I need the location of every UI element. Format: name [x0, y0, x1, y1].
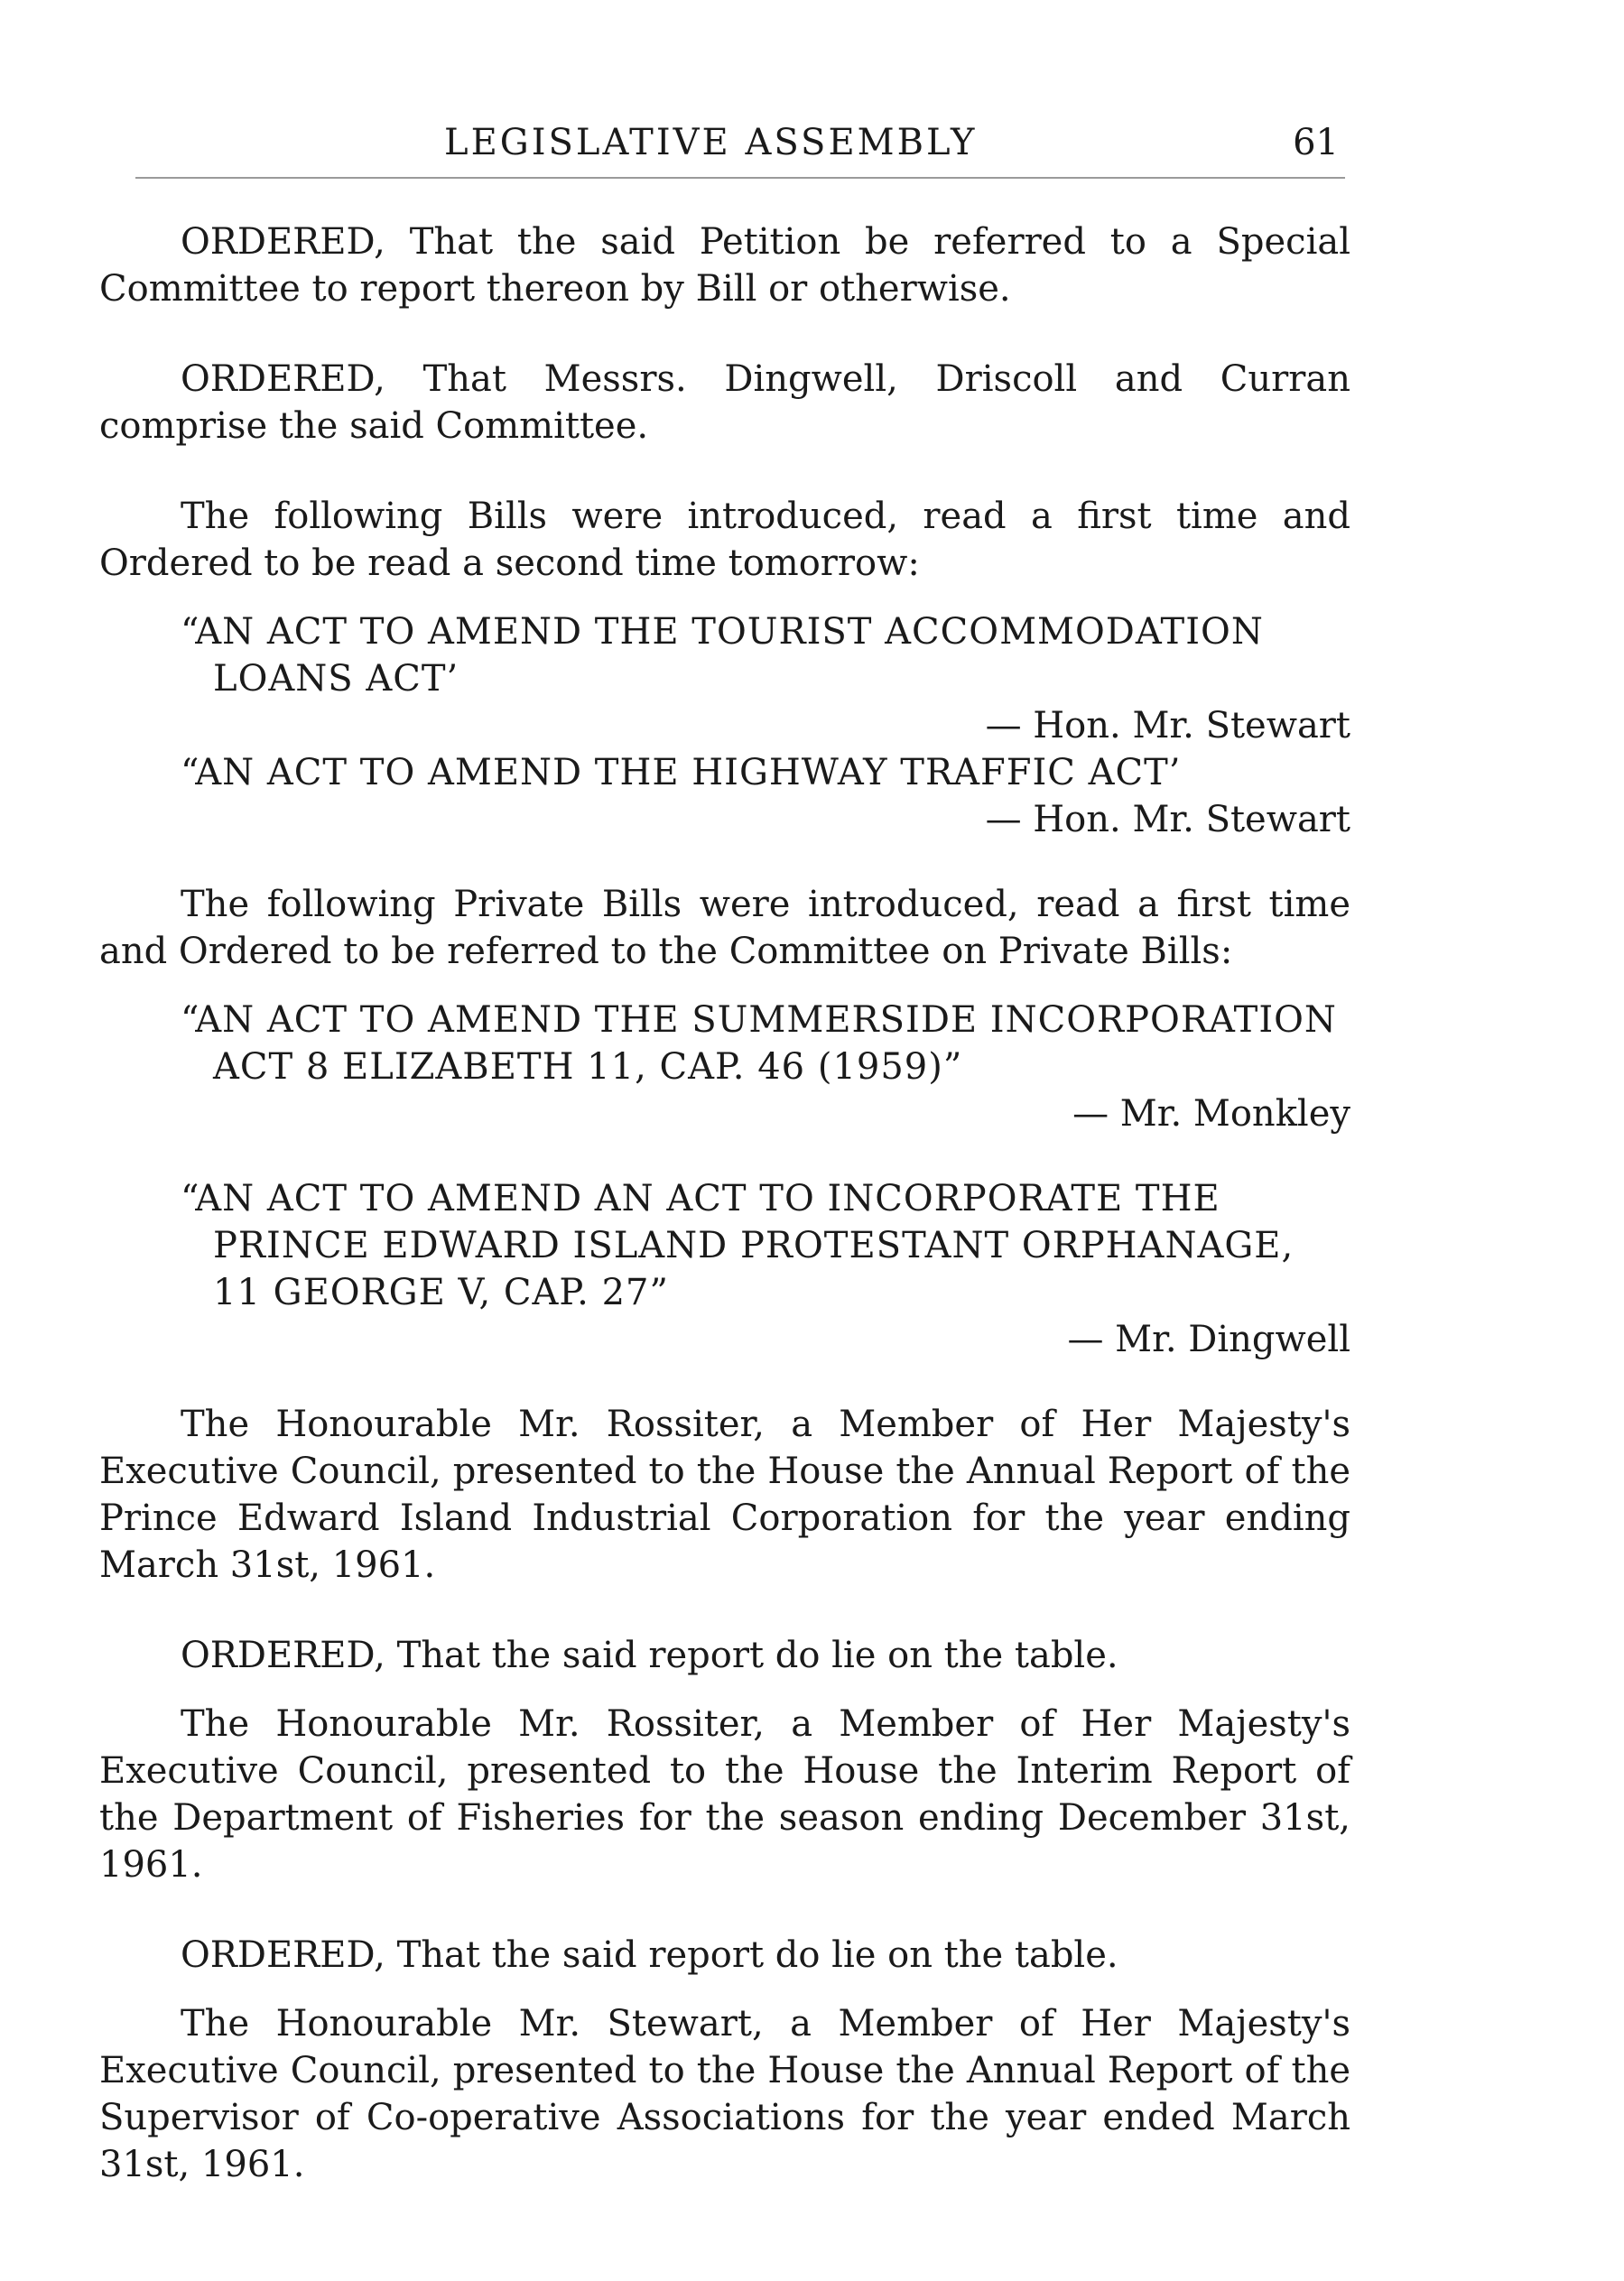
bill-title: “AN ACT TO AMEND THE SUMMERSIDE INCORPORATION ACT 8 ELIZABETH 11, CAP. 46 (1959)”: [181, 999, 1337, 1088]
bill-title: “AN ACT TO AMEND THE HIGHWAY TRAFFIC ACT’: [181, 752, 1182, 793]
paragraph-industrial-corporation-report: The Honourable Mr. Rossiter, a Member of Her Majesty's Executive Council, presented to the House the Annual Report of the Prince Edward Island Industrial Corporation for the year ending March 31st, 1961.: [99, 1404, 1350, 1586]
paragraph-cooperative-report: The Honourable Mr. Stewart, a Member of Her Majesty's Executive Council, presented to the House the Annual Report of the Supervisor of Co-operative Associations for the year ended March 31st, 1961.: [99, 2003, 1350, 2185]
bill-sponsor: — Hon. Mr. Stewart: [985, 799, 1350, 840]
bill-entry: [181, 608, 1350, 749]
bill-title: “AN ACT TO AMEND THE TOURIST ACCOMMODATION LOANS ACT’: [181, 611, 1264, 700]
bill-sponsor: — Hon. Mr. Stewart: [985, 705, 1350, 746]
bill-entry: [181, 997, 1350, 1137]
bill-sponsor: — Mr. Monkley: [1072, 1093, 1350, 1135]
page-body: [99, 218, 1350, 2231]
paragraph-report-on-table: ORDERED, That the said report do lie on the table.: [181, 1635, 1118, 1676]
private-bill-list: [99, 997, 1350, 1363]
page-number: 61: [1293, 122, 1339, 163]
bill-sponsor: — Mr. Dingwell: [1067, 1319, 1350, 1360]
running-title: LEGISLATIVE ASSEMBLY: [444, 122, 978, 163]
bill-title: “AN ACT TO AMEND AN ACT TO INCORPORATE THE PRINCE EDWARD ISLAND PROTESTANT ORPHANAGE, 11 GEORGE V, CAP. 27”: [181, 1178, 1295, 1313]
paragraph-report-on-table: ORDERED, That the said report do lie on the table.: [181, 1934, 1118, 1976]
bill-entry: [181, 749, 1350, 843]
bill-entry: [181, 1175, 1350, 1363]
public-bill-list: [99, 608, 1350, 843]
header-rule: [135, 177, 1345, 179]
paragraph-fisheries-report: The Honourable Mr. Rossiter, a Member of Her Majesty's Executive Council, presented to the House the Interim Report of the Department of Fisheries for the season ending December 31st, 1961.: [99, 1703, 1350, 1886]
paragraph-committee-members: ORDERED, That Messrs. Dingwell, Driscoll and Curran comprise the said Committee.: [99, 358, 1350, 447]
paragraph-bills-introduced: The following Bills were introduced, read a first time and Ordered to be read a second time tomorrow:: [99, 496, 1350, 584]
paragraph-private-bills-introduced: The following Private Bills were introduced, read a first time and Ordered to be referred to the Committee on Private Bills:: [99, 884, 1350, 972]
page-header: [0, 116, 1624, 170]
paragraph-petition-referral: ORDERED, That the said Petition be referred to a Special Committee to report thereon by Bill or otherwise.: [99, 221, 1350, 310]
